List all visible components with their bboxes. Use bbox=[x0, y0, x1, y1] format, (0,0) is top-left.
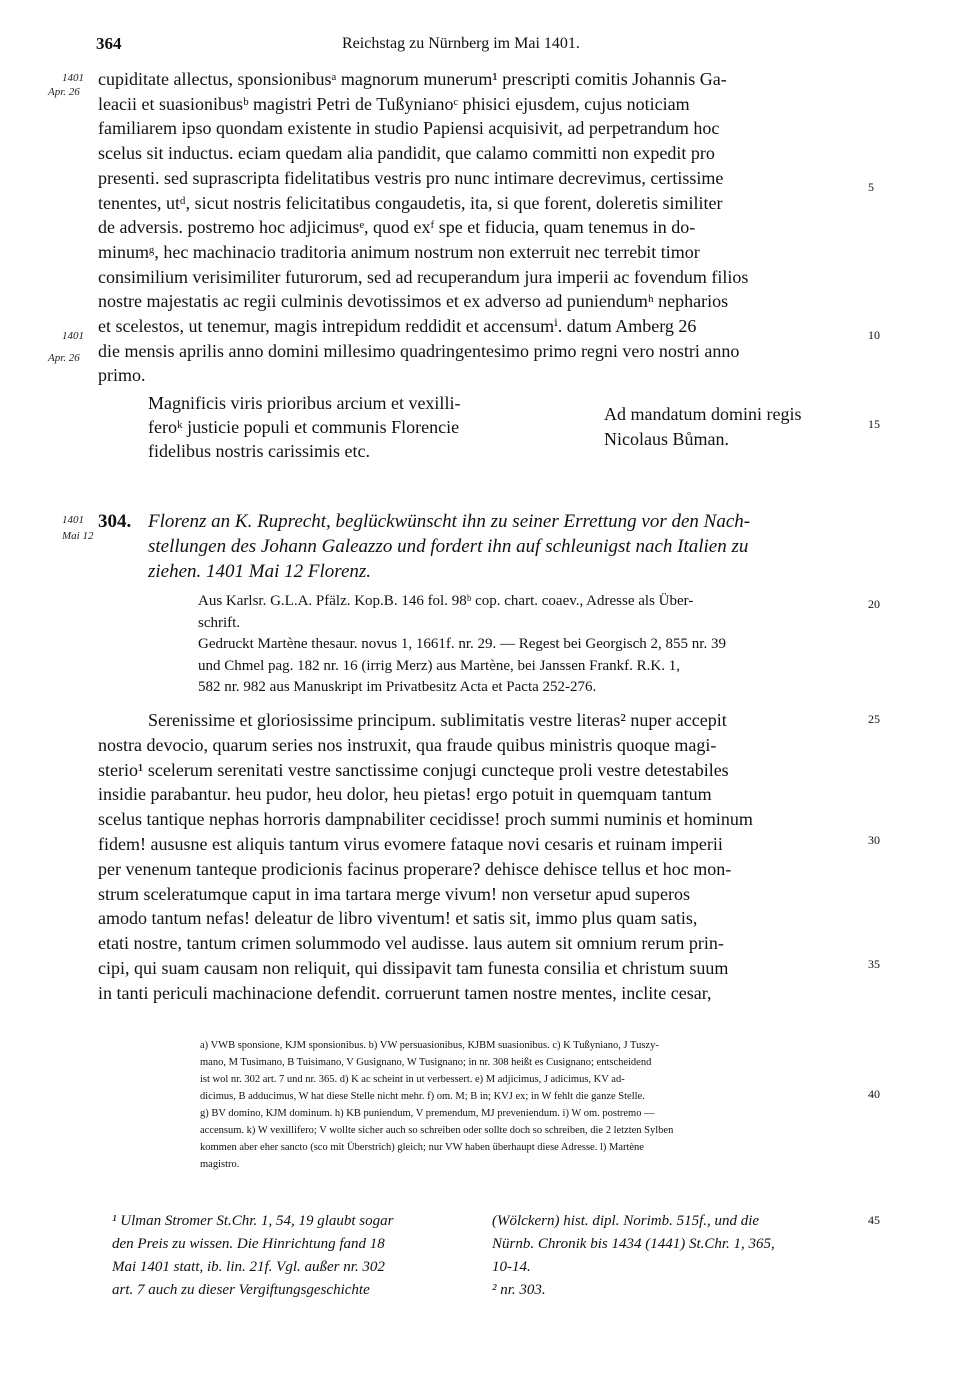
body-line: presenti. sed suprascripta fidelitatibus vestris pro nunc intimare decrevimus, certissime bbox=[98, 167, 724, 188]
footnote-line: art. 7 auch zu dieser Vergiftungsgeschichte bbox=[112, 1282, 370, 1298]
apparatus-line: g) BV domino, KJM dominum. h) KB puniendum, V premendum, MJ preveniendum. i) W om. postremo — bbox=[200, 1108, 655, 1119]
letter-line: sterio¹ scelerum serenitati vestre sanctissime conjugi cuncteque proli vestre detestabiles bbox=[98, 759, 729, 780]
body-line: et scelestos, ut tenemur, magis intrepidum reddidit et accensumⁱ. datum Amberg 26 bbox=[98, 316, 697, 336]
address-line: fidelibus nostris carissimis etc. bbox=[148, 441, 370, 461]
letter-line: amodo tantum nefas! deleatur de libro viventum! et satis sit, immo plus quam satis, bbox=[98, 908, 698, 929]
body-line: nostre majestatis ac regii culminis devotissimos et ex adverso ad puniendumʰ nepharios bbox=[98, 291, 729, 312]
line-number: 25 bbox=[868, 712, 880, 726]
footnote-line: (Wölckern) hist. dipl. Norimb. 515f., und die bbox=[492, 1213, 760, 1229]
body-line: primo. bbox=[98, 365, 146, 386]
mandate-line: Nicolaus Bůman. bbox=[604, 429, 729, 449]
document-number: 304. bbox=[98, 511, 132, 532]
footnote-line: ¹ Ulman Stromer St.Chr. 1, 54, 19 glaubt sogar bbox=[112, 1213, 394, 1229]
margin-date-top: Apr. 26 bbox=[48, 86, 80, 98]
line-number: 5 bbox=[868, 180, 874, 194]
footnote-line: ² nr. 303. bbox=[492, 1282, 546, 1298]
body-line: de adversis. postremo hoc adjicimusᵉ, quod exᶠ spe et fiducia, quam tenemus in do- bbox=[98, 217, 696, 238]
footnote-line: Mai 1401 statt, ib. lin. 21f. Vgl. außer nr. 302 bbox=[112, 1259, 385, 1275]
line-number: 10 bbox=[868, 328, 880, 342]
body-line: leacii et suasionibusᵇ magistri Petri de Tußynianoᶜ phisici ejusdem, cujus noticiam bbox=[98, 93, 690, 114]
footnote-line: Nürnb. Chronik bis 1434 (1441) St.Chr. 1, 365, bbox=[492, 1236, 775, 1252]
margin-year-doc: 1401 bbox=[62, 514, 84, 526]
running-title: Reichstag zu Nürnberg im Mai 1401. bbox=[342, 35, 580, 52]
body-line: consimilium verisimiliter futurorum, sed ad recuperandum jura imperii ac fovendum filios bbox=[98, 266, 749, 287]
body-line: die mensis aprilis anno domini millesimo quadringentesimo primo regni vero nostri anno bbox=[98, 340, 740, 361]
document-title-line: Florenz an K. Ruprecht, beglückwünscht ihn zu seiner Errettung vor den Nach- bbox=[148, 511, 751, 532]
document-title-line: ziehen. 1401 Mai 12 Florenz. bbox=[148, 561, 372, 582]
letter-line: per venenum tanteque prodicionis facinus properare? dehisce dehisce tellus et hoc mon- bbox=[98, 858, 732, 879]
apparatus-line: a) VWB sponsione, KJM sponsionibus. b) VW persuasionibus, KJBM suasionibus. c) K Tußyniano, J Tuszy- bbox=[200, 1040, 659, 1051]
mandate-line: Ad mandatum domini regis bbox=[604, 404, 802, 424]
source-line: und Chmel pag. 182 nr. 16 (irrig Merz) aus Martène, bei Janssen Frankf. R.K. 1, bbox=[198, 657, 680, 674]
apparatus-line: magistro. bbox=[200, 1159, 240, 1170]
margin-year-mid: 1401 bbox=[62, 330, 84, 342]
letter-line: in tanti periculi machinacione defendit. corruerunt tamen nostre mentes, inclite cesar, bbox=[98, 982, 712, 1003]
letter-line: insidie parabantur. heu pudor, heu dolor, heu pietas! ergo potuit in quemquam tantum bbox=[98, 784, 712, 805]
line-number: 45 bbox=[868, 1213, 880, 1227]
letter-line: Serenissime et gloriosissime principum. sublimitatis vestre literas² nuper accepit bbox=[148, 710, 727, 730]
line-number: 35 bbox=[868, 957, 880, 971]
source-line: 582 nr. 982 aus Manuskript im Privatbesitz Acta et Pacta 252-276. bbox=[198, 679, 597, 695]
line-number: 20 bbox=[868, 597, 880, 611]
margin-year-top: 1401 bbox=[62, 72, 84, 84]
apparatus-line: dicimus, B adducimus, W hat diese Stelle nicht mehr. f) om. M; B in; KVJ ex; in W fehlt die ganze Stelle. bbox=[200, 1091, 645, 1102]
page-number: 364 bbox=[96, 34, 122, 53]
line-number: 40 bbox=[868, 1087, 880, 1101]
margin-date-doc: Mai 12 bbox=[62, 530, 94, 542]
body-line: minumᵍ, hec machinacio traditoria animum nostrum non exterruit nec terrebit timor bbox=[98, 241, 700, 262]
body-line: tenentes, utᵈ, sicut nostris felicitatibus congaudetis, ita, si que forent, doleretis similiter bbox=[98, 192, 723, 213]
letter-line: fidem! aususne est aliquis tantum virus evomere fataque novi cesaris et ruinam imperii bbox=[98, 834, 723, 854]
source-line: schrift. bbox=[198, 614, 241, 631]
address-line: Magnificis viris prioribus arcium et vexilli- bbox=[148, 393, 461, 413]
body-line: scelus sit inductus. eciam quedam alia pandidit, que calamo committi non expedit pro bbox=[98, 143, 715, 164]
body-line: cupiditate allectus, sponsionibusᵃ magnorum munerum¹ prescripti comitis Johannis Ga- bbox=[98, 69, 727, 89]
footnote-line: den Preis zu wissen. Die Hinrichtung fand 18 bbox=[112, 1236, 385, 1252]
apparatus-line: kommen aber eher sancto (sco mit Überstrich) gleich; nur VW haben überhaupt diese Adresse. l) Martène bbox=[200, 1142, 644, 1153]
margin-date-mid: Apr. 26 bbox=[48, 352, 80, 364]
line-number: 15 bbox=[868, 417, 880, 431]
letter-line: cipi, qui suam causam non reliquit, qui dissipavit tam funesta consilia et christum suum bbox=[98, 958, 729, 978]
apparatus-line: accensum. k) W vexillifero; V wollte sicher auch so schreiben oder sollte doch so schreiben, die 2 letzten Sylben bbox=[200, 1125, 674, 1136]
body-line: familiarem ipso quondam existente in studio Papiensi acquisivit, ad perpetrandum hoc bbox=[98, 118, 720, 139]
footnote-line: 10-14. bbox=[492, 1259, 531, 1275]
letter-line: strum sceleratumque caput in ima tartara merge vivum! non versetur apud superos bbox=[98, 883, 690, 904]
apparatus-line: ist wol nr. 302 art. 7 und nr. 365. d) K ac scheint in ut verbessert. e) M adjicimus, J adicimus, KV ad- bbox=[200, 1074, 625, 1085]
apparatus-line: mano, M Tusimano, B Tuisimano, V Gusignano, W Tusignano; in nr. 308 heißt es Cusignano; entscheidend bbox=[200, 1057, 652, 1068]
letter-line: nostra devocio, quarum series nos instruxit, qua fraude quibus ministris quoque magi- bbox=[98, 734, 717, 755]
source-line: Gedruckt Martène thesaur. novus 1, 1661f. nr. 29. — Regest bei Georgisch 2, 855 nr. 39 bbox=[198, 636, 726, 652]
letter-line: etati nostre, tantum crimen solummodo vel audisse. laus autem sit omnium rerum prin- bbox=[98, 933, 724, 954]
document-title-line: stellungen des Johann Galeazzo und fordert ihn auf schleunigst nach Italien zu bbox=[148, 536, 749, 557]
source-line: Aus Karlsr. G.L.A. Pfälz. Kop.B. 146 fol. 98ᵇ cop. chart. coaev., Adresse als Über- bbox=[198, 593, 694, 609]
letter-line: scelus tantique nephas horroris dampnabiliter cecidisse! proch summi numinis et hominum bbox=[98, 809, 753, 830]
line-number: 30 bbox=[868, 833, 880, 847]
address-line: feroᵏ justicie populi et communis Florencie bbox=[148, 417, 460, 437]
